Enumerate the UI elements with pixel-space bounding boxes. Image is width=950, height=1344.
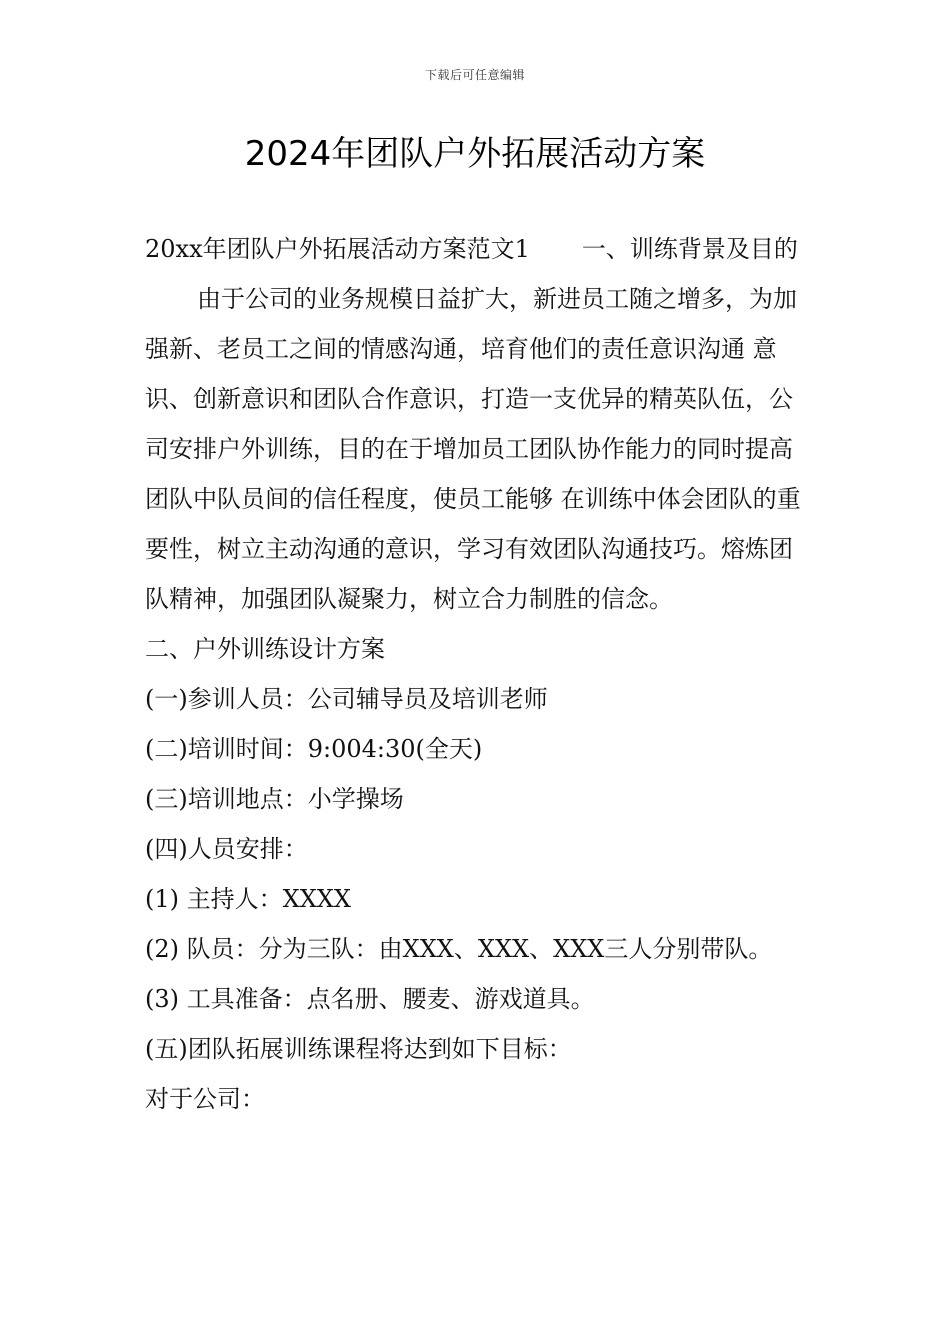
- lead-part-2: 一、训练背景及目的: [581, 235, 798, 263]
- list-item-goals: (五)团队拓展训练课程将达到如下目标：: [145, 1035, 572, 1063]
- list-item-staffing: (四)人员安排：: [145, 835, 308, 863]
- lead-paragraph: [145, 224, 810, 274]
- document-title: 2024年团队户外拓展活动方案: [244, 134, 706, 174]
- list-item-host: (1) 主持人：XXXX: [145, 885, 351, 913]
- list-item-participants: (一)参训人员：公司辅导员及培训老师: [145, 685, 548, 713]
- lead-part-1: 20xx年团队户外拓展活动方案范文1: [145, 235, 530, 263]
- list-item-for-company: 对于公司：: [145, 1085, 265, 1113]
- list-item-tools: (3) 工具准备：点名册、腰麦、游戏道具。: [145, 985, 595, 1013]
- header-note: 下载后可任意编辑: [424, 68, 525, 82]
- list-item-time: (二)培训时间：9:004:30(全天): [145, 735, 483, 763]
- background-paragraph: 由于公司的业务规模日益扩大，新进员工随之增多，为加强新、老员工之间的情感沟通，培育他们的责任意识沟通 意识、创新意识和团队合作意识，打造一支优异的精英队伍，公司安排户外训练，目的在于增加员工团队协作能力的同时提高团队中队员间的信任程度，使员工能够 在训练中体会团队的重要性，树立主动沟通的意识，学习有效团队沟通技巧。熔炼团队精神，加强团队凝聚力，树立合力制胜的信念。: [145, 285, 801, 613]
- document-body: [145, 224, 835, 1124]
- section-2-heading: 二、户外训练设计方案: [145, 635, 385, 663]
- list-item-teams: (2) 队员：分为三队：由XXX、XXX、XXX三人分别带队。: [145, 935, 773, 963]
- list-item-location: (三)培训地点：小学操场: [145, 785, 404, 813]
